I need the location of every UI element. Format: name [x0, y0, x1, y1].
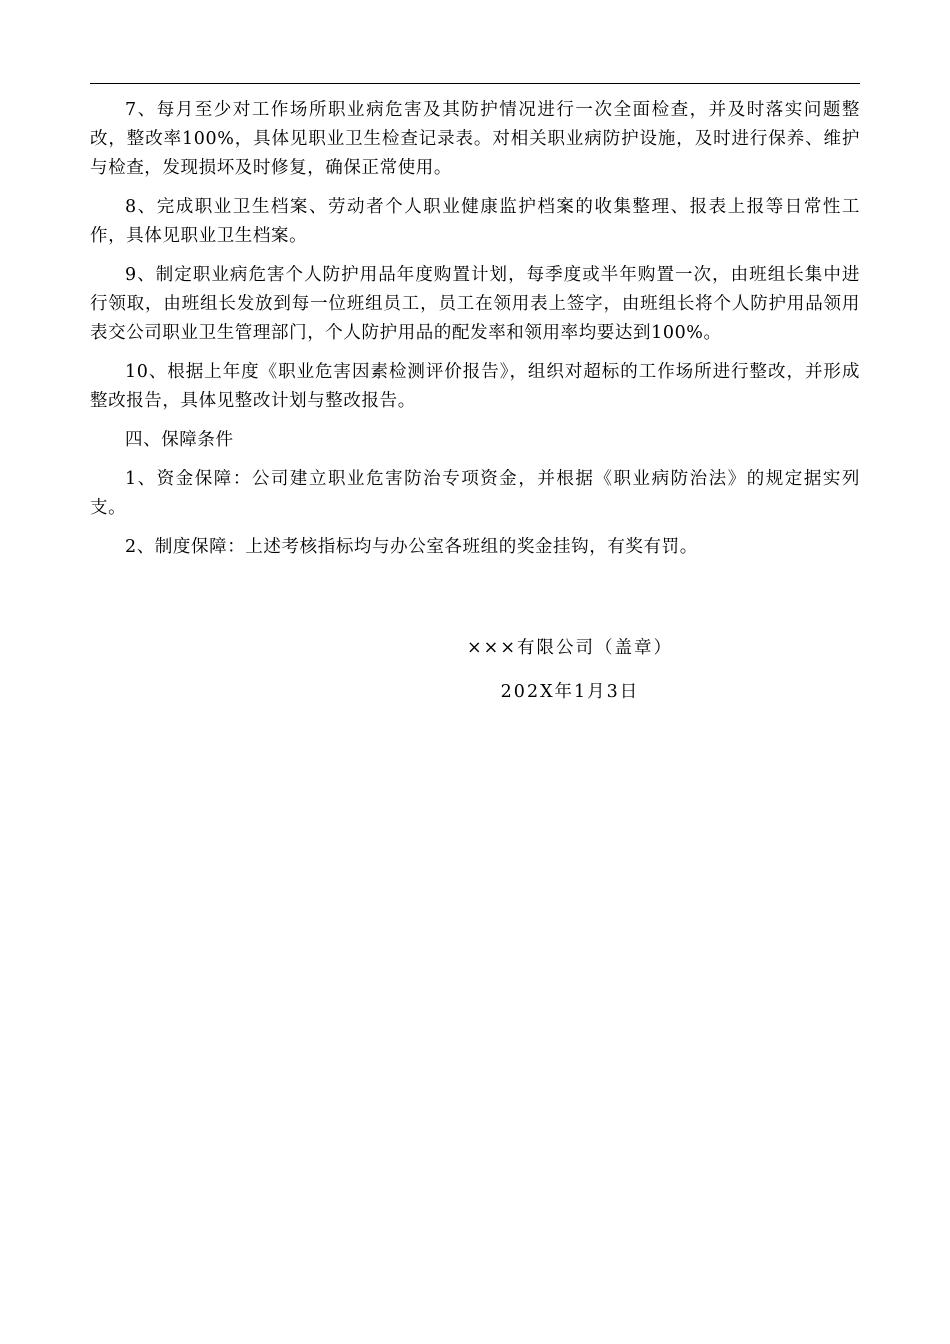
- item-9-paragraph: 9、制定职业病危害个人防护用品年度购置计划，每季度或半年购置一次，由班组长集中进行领取，由班组长发放到每一位班组员工，员工在领用表上签字，由班组长将个人防护用品领用表交公司职业卫生管理部门，个人防护用品的配发率和领用率均要达到100%。: [90, 265, 860, 343]
- funding-guarantee-paragraph: 1、资金保障：公司建立职业危害防治专项资金，并根据《职业病防治法》的规定据实列支。: [90, 469, 860, 518]
- section-heading-guarantees: 四、保障条件: [125, 430, 234, 450]
- system-guarantee-paragraph: 2、制度保障：上述考核指标均与办公室各班组的奖金挂钩，有奖有罚。: [125, 537, 698, 557]
- header-divider: [90, 83, 860, 84]
- item-10-paragraph: 10、根据上年度《职业危害因素检测评价报告》，组织对超标的工作场所进行整改，并形成整改报告，具体见整改计划与整改报告。: [90, 362, 860, 411]
- item-8-paragraph: 8、完成职业卫生档案、劳动者个人职业健康监护档案的收集整理、报表上报等日常性工作，具体见职业卫生档案。: [90, 197, 860, 246]
- item-7-paragraph: 7、每月至少对工作场所职业病危害及其防护情况进行一次全面检查，并及时落实问题整改，整改率100%，具体见职业卫生检查记录表。对相关职业病防护设施，及时进行保养、维护与检查，发现损坏及时修复，确保正常使用。: [90, 100, 860, 178]
- signature-date: 202X年1月3日: [500, 682, 640, 702]
- document-body: [90, 96, 860, 572]
- signature-company: ×××有限公司（盖章）: [467, 638, 673, 658]
